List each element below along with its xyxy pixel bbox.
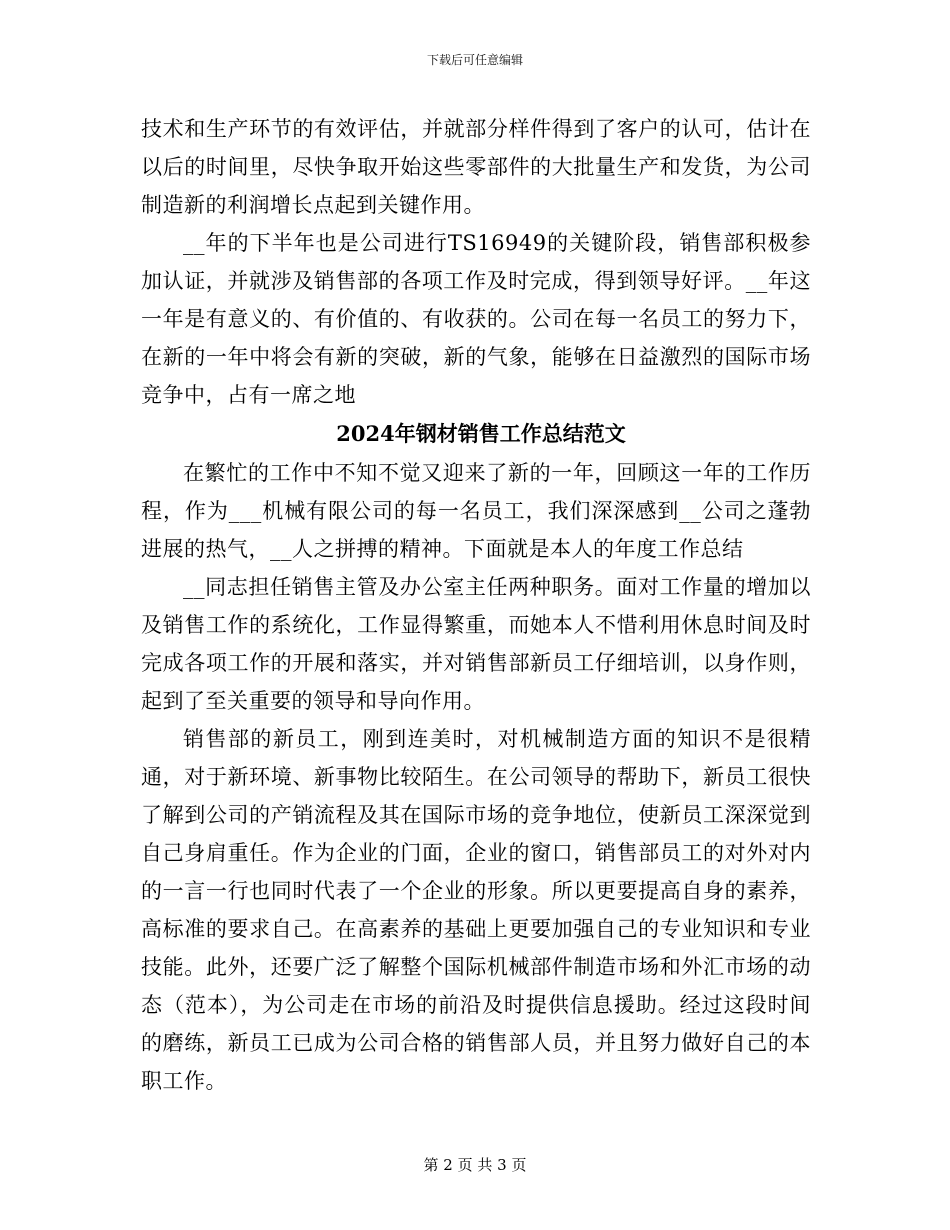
paragraph-1: 技术和生产环节的有效评估，并就部分样件得到了客户的认可，估计在以后的时间里，尽快争取开始这些零部件的大批量生产和发货，为公司制造新的利润增长点起到关键作用。 xyxy=(141,117,811,217)
section-title: 2024年钢材销售工作总结范文 xyxy=(336,421,626,446)
page-footer: 第 2 页 共 3 页 xyxy=(423,1156,527,1174)
document-body xyxy=(141,110,811,1100)
paragraph-5: 销售部的新员工，刚到连美时，对机械制造方面的知识不是很精通，对于新环境、新事物比较陌生。在公司领导的帮助下，新员工很快了解到公司的产销流程及其在国际市场的竞争地位，使新员工深深觉到自己身肩重任。作为企业的门面，企业的窗口，销售部员工的对外对内的一言一行也同时代表了一个企业的形象。所以更要提高自身的素养，高标准的要求自己。在高素养的基础上更要加强自己的专业知识和专业技能。此外，还要广泛了解整个国际机械部件制造市场和外汇市场的动态（范本），为公司走在市场的前沿及时提供信息援助。经过这段时间的磨练，新员工已成为公司合格的销售部人员，并且努力做好自己的本职工作。 xyxy=(141,727,811,1093)
paragraph-4: __同志担任销售主管及办公室主任两种职务。面对工作量的增加以及销售工作的系统化，工作显得繁重，而她本人不惜利用休息时间及时完成各项工作的开展和落实，并对销售部新员工仔细培训，以身作则，起到了至关重要的领导和导向作用。 xyxy=(141,575,811,713)
paragraph-2: __年的下半年也是公司进行TS16949的关键阶段，销售部积极参加认证，并就涉及销售部的各项工作及时完成，得到领导好评。__年这一年是有意义的、有价值的、有收获的。公司在每一名员工的努力下，在新的一年中将会有新的突破，新的气象，能够在日益激烈的国际市场竞争中，占有一席之地 xyxy=(141,231,811,407)
page-header: 下载后可任意编辑 xyxy=(426,53,523,67)
paragraph-3: 在繁忙的工作中不知不觉又迎来了新的一年，回顾这一年的工作历程，作为___机械有限公司的每一名员工，我们深深感到__公司之蓬勃进展的热气，__人之拼搏的精神。下面就是本人的年度工作总结 xyxy=(141,461,811,561)
